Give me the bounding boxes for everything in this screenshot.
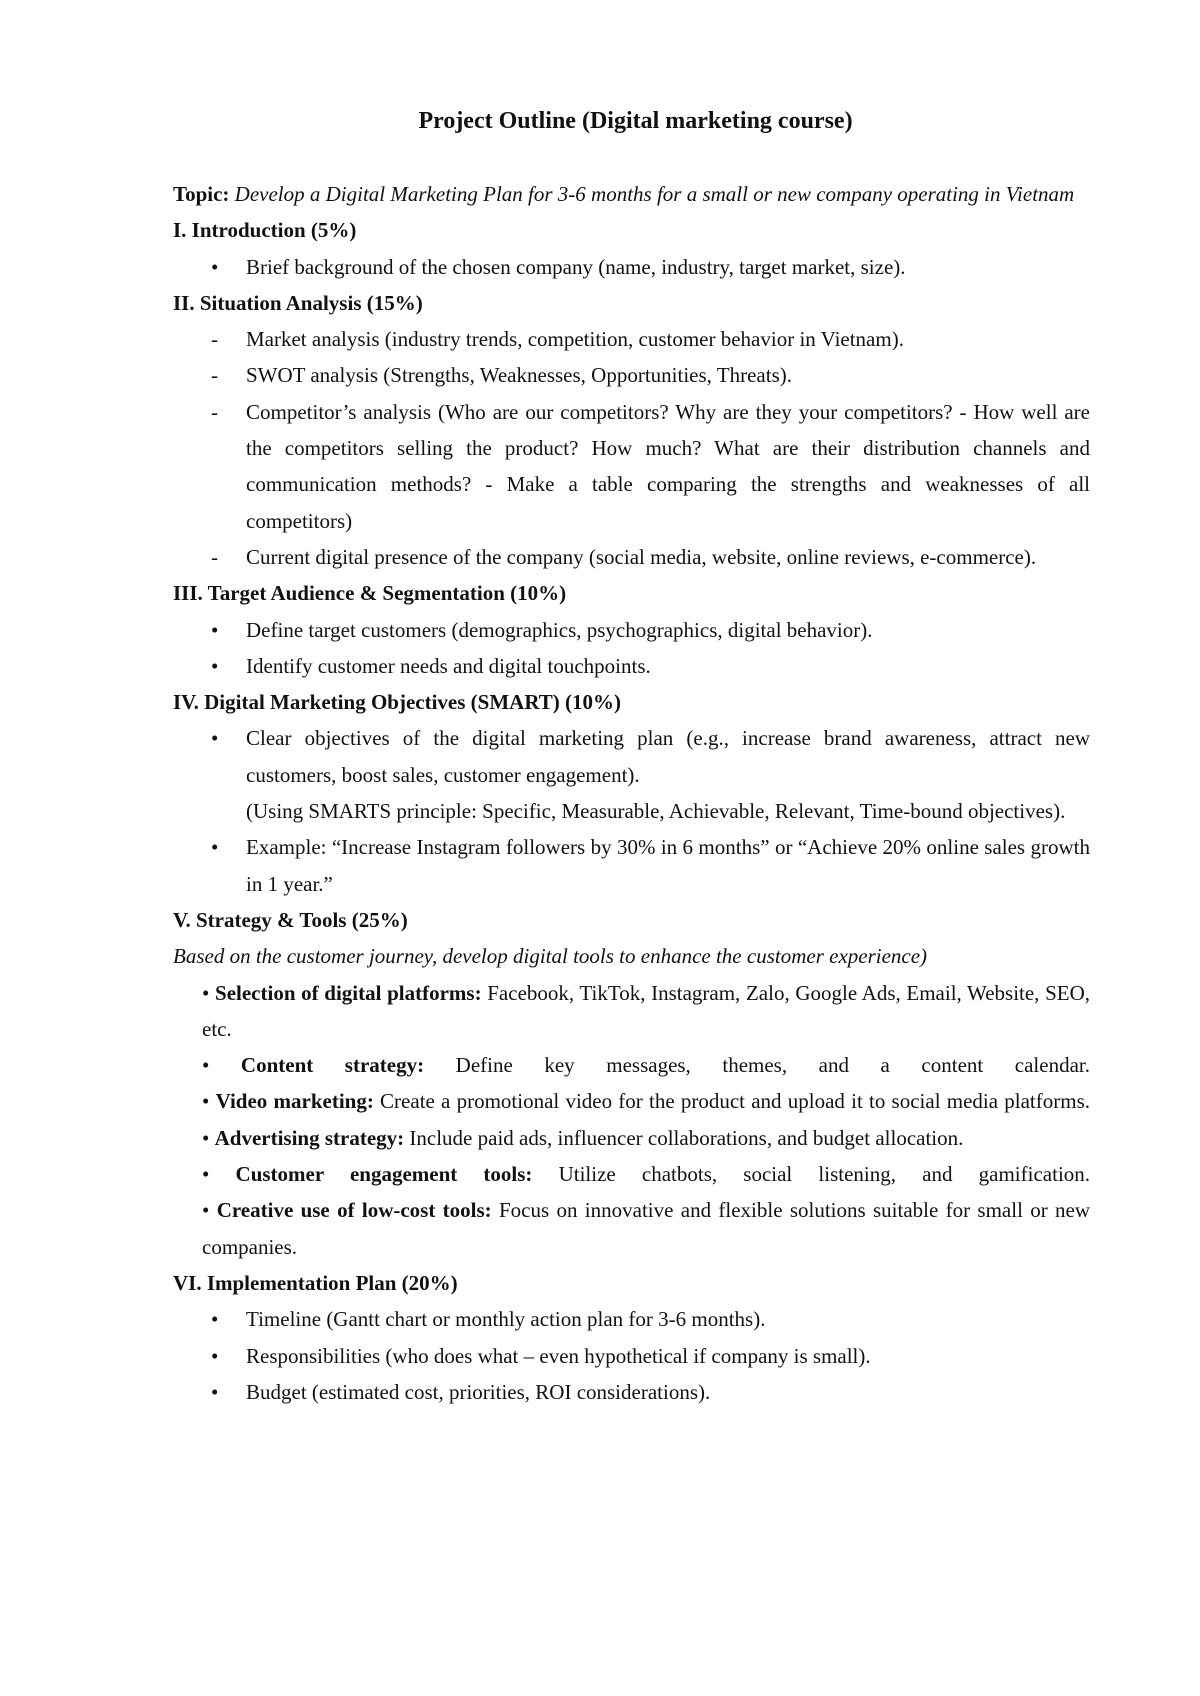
tool-text: Focus on innovative and flexible solutions suitable for small or new companies. [202,1198,1091,1259]
list-item [173,539,1090,575]
list-item [173,321,1090,357]
list-item [173,1338,1090,1374]
tool-bullet: • [202,1198,210,1223]
tool-item-advertising [173,1120,1090,1156]
list-item-text: Market analysis (industry trends, competition, customer behavior in Vietnam). [246,327,904,352]
dash-marker: - [211,327,218,352]
bullet-marker: • [211,653,219,678]
list-item-text: Current digital presence of the company (social media, website, online reviews, e-commerce). [246,544,1037,569]
list-item-text: Brief background of the chosen company (name, industry, target market, size). [246,254,906,279]
tool-label: Content strategy: [240,1053,425,1078]
tool-bullet: • [202,980,210,1005]
section-heading-target-audience: III. Target Audience & Segmentation (10%) [173,581,567,606]
tool-label: Customer engagement tools: [235,1162,533,1187]
dash-marker: - [211,363,218,388]
topic-paragraph [173,176,1090,212]
bullet-marker: • [211,1343,219,1368]
bullet-marker: • [211,1307,219,1332]
list-item [173,829,1090,902]
section-heading-strategy-tools: V. Strategy & Tools (25%) [173,907,408,932]
list-item [173,648,1090,684]
list-item-text: Timeline (Gantt chart or monthly action plan for 3-6 months). [246,1307,766,1332]
bullet-marker: • [211,254,219,279]
list-item [173,612,1090,648]
list-item-text: Define target customers (demographics, psychographics, digital behavior). [246,617,873,642]
tool-text: Define key messages, themes, and a content calendar. [455,1053,1090,1078]
list-item [173,249,1090,285]
dash-marker: - [211,399,218,424]
objectives-list [173,720,1090,793]
dash-marker: - [211,544,218,569]
bullet-marker: • [211,617,219,642]
list-item [173,1374,1090,1410]
list-item-text: Competitor’s analysis (Who are our competitors? Why are they your competitors? - How well are the competitors selling the product? How much? What are their distribution channels and communication methods? - Make a table comparing the strengths and weaknesses of all competitors) [246,399,1090,533]
list-item-text: Example: “Increase Instagram followers by 30% in 6 months” or “Achieve 20% online sales growth in 1 year.” [246,835,1090,896]
section-heading-objectives: IV. Digital Marketing Objectives (SMART) (10%) [173,690,621,715]
tool-label: Creative use of low-cost tools: [216,1198,492,1223]
list-item-text: Responsibilities (who does what – even hypothetical if company is small). [246,1343,871,1368]
bullet-marker: • [211,835,219,860]
strategy-note: Based on the customer journey, develop digital tools to enhance the customer experience) [173,944,928,969]
smarts-note: (Using SMARTS principle: Specific, Measurable, Achievable, Relevant, Time-bound objectives). [246,799,1066,824]
section-heading-situation-analysis: II. Situation Analysis (15%) [173,290,423,315]
tool-text: Utilize chatbots, social listening, and gamification. [558,1162,1091,1187]
tool-bullet: • [202,1125,210,1150]
bullet-marker: • [211,726,219,751]
document-title: Project Outline (Digital marketing course) [418,108,853,134]
tool-bullet: • [202,1162,210,1187]
tool-item-video [173,1083,1090,1119]
tool-text: Create a promotional video for the product and upload it to social media platforms. [380,1089,1090,1114]
list-item-text: SWOT analysis (Strengths, Weaknesses, Opportunities, Threats). [246,363,792,388]
tool-item-content [173,1047,1090,1083]
list-item [173,394,1090,539]
section-heading-implementation: VI. Implementation Plan (20%) [173,1270,458,1295]
list-item [173,357,1090,393]
list-item [173,720,1090,793]
tool-item-platforms [173,975,1090,1048]
tool-bullet: • [202,1053,210,1078]
topic-label: Topic: [173,182,230,206]
tool-bullet: • [202,1089,210,1114]
tool-label: Selection of digital platforms: [215,980,482,1005]
tool-label: Advertising strategy: [214,1125,405,1150]
list-item-text: Clear objectives of the digital marketing plan (e.g., increase brand awareness, attract new customers, boost sales, customer engagement). [246,726,1090,787]
tool-item-engagement [173,1156,1090,1192]
list-item-text: Budget (estimated cost, priorities, ROI considerations). [246,1379,711,1404]
implementation-list [173,1301,1090,1410]
target-audience-list [173,612,1090,685]
list-item [173,1301,1090,1337]
section-heading-introduction: I. Introduction (5%) [173,218,357,243]
tool-label: Video marketing: [215,1089,374,1114]
list-item-text: Identify customer needs and digital touchpoints. [246,653,651,678]
objectives-example-list [173,829,1090,902]
tool-text: Facebook, TikTok, Instagram, Zalo, Google Ads, Email, Website, SEO, etc. [202,980,1090,1041]
tool-item-low-cost [173,1192,1090,1265]
bullet-marker: • [211,1379,219,1404]
introduction-list [173,249,1090,285]
situation-analysis-list [173,321,1090,575]
tool-text: Include paid ads, influencer collaborations, and budget allocation. [409,1125,964,1150]
topic-text: Develop a Digital Marketing Plan for 3-6 months for a small or new company operating in Vietnam [234,182,1075,206]
